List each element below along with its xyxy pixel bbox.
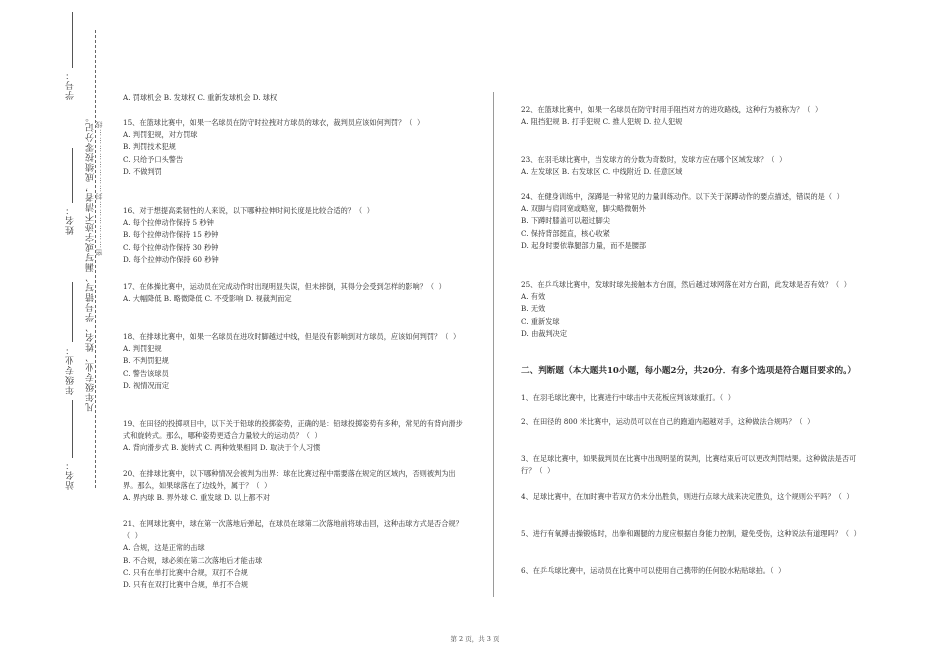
question-21 <box>123 518 468 591</box>
margin-school-label: 站名： <box>66 460 76 490</box>
question-stem: 16、对于想提高柔韧性的人来说，以下哪种拉伸时间长度是比较合适的？（ ） <box>123 206 374 215</box>
question-16 <box>123 205 468 266</box>
option-c: C. 只给予口头警告 <box>123 154 184 164</box>
question-stem: 17、在体操比赛中，运动员在完成动作时出现明显失误，但未摔倒，其得分会受到怎样的影响？（ ） <box>123 282 446 291</box>
option-a: A. 有效 <box>521 292 546 302</box>
option-d: D. 不做判罚 <box>123 166 162 176</box>
margin-class-label: 年级专业： <box>66 345 76 395</box>
section-2-title: 二、判断题（本大题共10小题，每小题2分，共20分．有多个选项是符合题目要求的。） <box>521 366 856 376</box>
option-b: B. 不合规，球必须在第二次落地后才能击球 <box>123 555 263 565</box>
margin-dashed-cut-line <box>95 30 96 488</box>
margin-binding-line: 密………………封……………………线 <box>95 120 103 256</box>
judgment-text: 2、在田径的 800 米比赛中，运动员可以在自己的跑道内超越对手，这种做法合规吗？（ ） <box>521 417 815 426</box>
margin-name-label: 姓名： <box>66 205 76 235</box>
option-d: D. 只有在双打比赛中合规，单打不合规 <box>123 580 249 590</box>
question-23 <box>521 154 866 178</box>
q14-options <box>123 92 468 104</box>
margin-class-line <box>72 282 73 342</box>
option-a: A. 判罚犯规，对方罚球 <box>123 130 198 140</box>
question-stem: 15、在篮球比赛中，如果一名球员在防守时拉拽对方球员的球衣，裁判员应该如何判罚？（ ） <box>123 118 425 127</box>
judgment-2 <box>521 416 866 428</box>
option-c: C. 每个拉伸动作保持 30 秒钟 <box>123 242 219 252</box>
option-b: B. 无效 <box>521 304 546 314</box>
q14-options-text: A. 罚球机会 B. 发球权 C. 重新发球机会 D. 球权 <box>123 93 278 102</box>
option-d: D. 由裁判决定 <box>521 328 568 338</box>
option-a: A. 双脚与肩同宽或略宽，脚尖略微朝外 <box>521 204 646 214</box>
question-stem: 20、在排球比赛中，以下哪种情况会被判为出界：球在比赛过程中需要落在规定的区域内，否则被判为出界。那么，如果球落在了边线外，属于？（ ） <box>123 469 456 491</box>
question-stem: 21、在网球比赛中，球在第一次落地后弹起，在球员在球第二次落地前将球击回，这种击球方式是否合规？（ ） <box>123 519 463 541</box>
question-20 <box>123 468 468 505</box>
question-stem: 24、在健身训练中，深蹲是一种常见的力量训练动作。以下关于深蹲动作的要点描述，错误的是（ ） <box>521 192 844 201</box>
column-divider <box>493 92 494 597</box>
margin-school-line <box>72 400 73 458</box>
question-22 <box>521 104 866 128</box>
margin-instruction: 凡年级专业、姓名、学号错写、漏写或字迹不清者，成绩按零分记。 <box>86 112 96 412</box>
judgment-4 <box>521 491 866 503</box>
options-inline: A. 大幅降低 B. 略微降低 C. 不受影响 D. 视裁判而定 <box>123 294 292 304</box>
judgment-5 <box>521 528 866 540</box>
option-b: B. 每个拉伸动作保持 15 秒钟 <box>123 230 219 240</box>
judgment-3 <box>521 453 866 477</box>
margin-exam-no-line <box>72 12 73 68</box>
judgment-1 <box>521 392 866 404</box>
option-c: C. 只有在单打比赛中合规，双打不合规 <box>123 567 248 577</box>
question-stem: 25、在乒乓球比赛中，发球时球先接触本方台面，然后越过球网落在对方台面，此发球是否有效？（ ） <box>521 280 851 289</box>
page-footer: 第 2 页，共 3 页 <box>450 635 500 643</box>
judgment-text: 3、在足球比赛中，如果裁判员在比赛中出现明显的误判，比赛结束后可以更改判罚结果。这种做法是否可行？（ ） <box>521 454 857 476</box>
judgment-text: 6、在乒乓球比赛中，运动员在比赛中可以使用自己携带的任何胶水粘贴球拍。（ ） <box>521 566 786 575</box>
option-c: C. 重新发球 <box>521 316 560 326</box>
option-b: B. 下蹲时膝盖可以超过脚尖 <box>521 216 610 226</box>
question-stem: 18、在排球比赛中，如果一名球员在进攻时脚越过中线，但是没有影响到对方球员，应该如何判罚？（ ） <box>123 332 461 341</box>
judgment-text: 1、在羽毛球比赛中，比赛进行中球击中天花板应判该球重打。（ ） <box>521 393 735 402</box>
options-inline: A. 阻挡犯规 B. 打手犯规 C. 推人犯规 D. 拉人犯规 <box>521 117 683 127</box>
options-inline: A. 界内球 B. 界外球 C. 重发球 D. 以上都不对 <box>123 493 270 503</box>
binding-margin <box>0 0 112 672</box>
question-stem: 23、在羽毛球比赛中，当发球方的分数为奇数时，发球方应在哪个区域发球？（ ） <box>521 155 787 164</box>
question-stem: 22、在篮球比赛中，如果一名球员在防守时用手阻挡对方的进攻路线，这种行为被称为？（ ） <box>521 105 823 114</box>
question-25 <box>521 279 866 340</box>
margin-name-line <box>72 148 73 203</box>
option-d: D. 起身时要依靠腿部力量，而不是腰部 <box>521 240 647 250</box>
question-17 <box>123 281 468 305</box>
question-15 <box>123 117 468 178</box>
option-c: C. 警告该球员 <box>123 368 169 378</box>
option-b: B. 不判罚犯规 <box>123 356 169 366</box>
margin-exam-no-label: 学号： <box>66 70 76 100</box>
option-c: C. 保持背部挺直，核心收紧 <box>521 228 610 238</box>
options-inline: A. 左发球区 B. 右发球区 C. 中线附近 D. 任意区域 <box>521 167 683 177</box>
option-a: A. 合规，这是正常的击球 <box>123 543 205 553</box>
option-d: D. 每个拉伸动作保持 60 秒钟 <box>123 254 219 264</box>
option-a: A. 每个拉伸动作保持 5 秒钟 <box>123 218 214 228</box>
judgment-text: 4、足球比赛中，在加时赛中若双方仍未分出胜负，则进行点球大战来决定胜负，这个规则公平吗？（ ） <box>521 492 854 501</box>
judgment-6 <box>521 565 866 577</box>
option-d: D. 视情况而定 <box>123 380 170 390</box>
judgment-text: 5、进行有氧搏击操锻炼时，出拳和踢腿的力度应根据自身能力控制，避免受伤，这种说法有道理吗？（ ） <box>521 529 861 538</box>
option-a: A. 判罚犯规 <box>123 344 162 354</box>
question-24 <box>521 191 866 252</box>
question-18 <box>123 331 468 392</box>
question-19 <box>123 418 468 455</box>
question-stem: 19、在田径的投掷项目中，以下关于铅球的投掷姿势，正确的是：铅球投掷姿势有多种，常见的有背向滑步式和旋转式。那么，哪种姿势更适合力量较大的运动员？（ ） <box>123 419 463 441</box>
option-b: B. 判罚技术犯规 <box>123 142 176 152</box>
options-inline: A. 背向滑步式 B. 旋转式 C. 两种效果相同 D. 取决于个人习惯 <box>123 443 321 453</box>
